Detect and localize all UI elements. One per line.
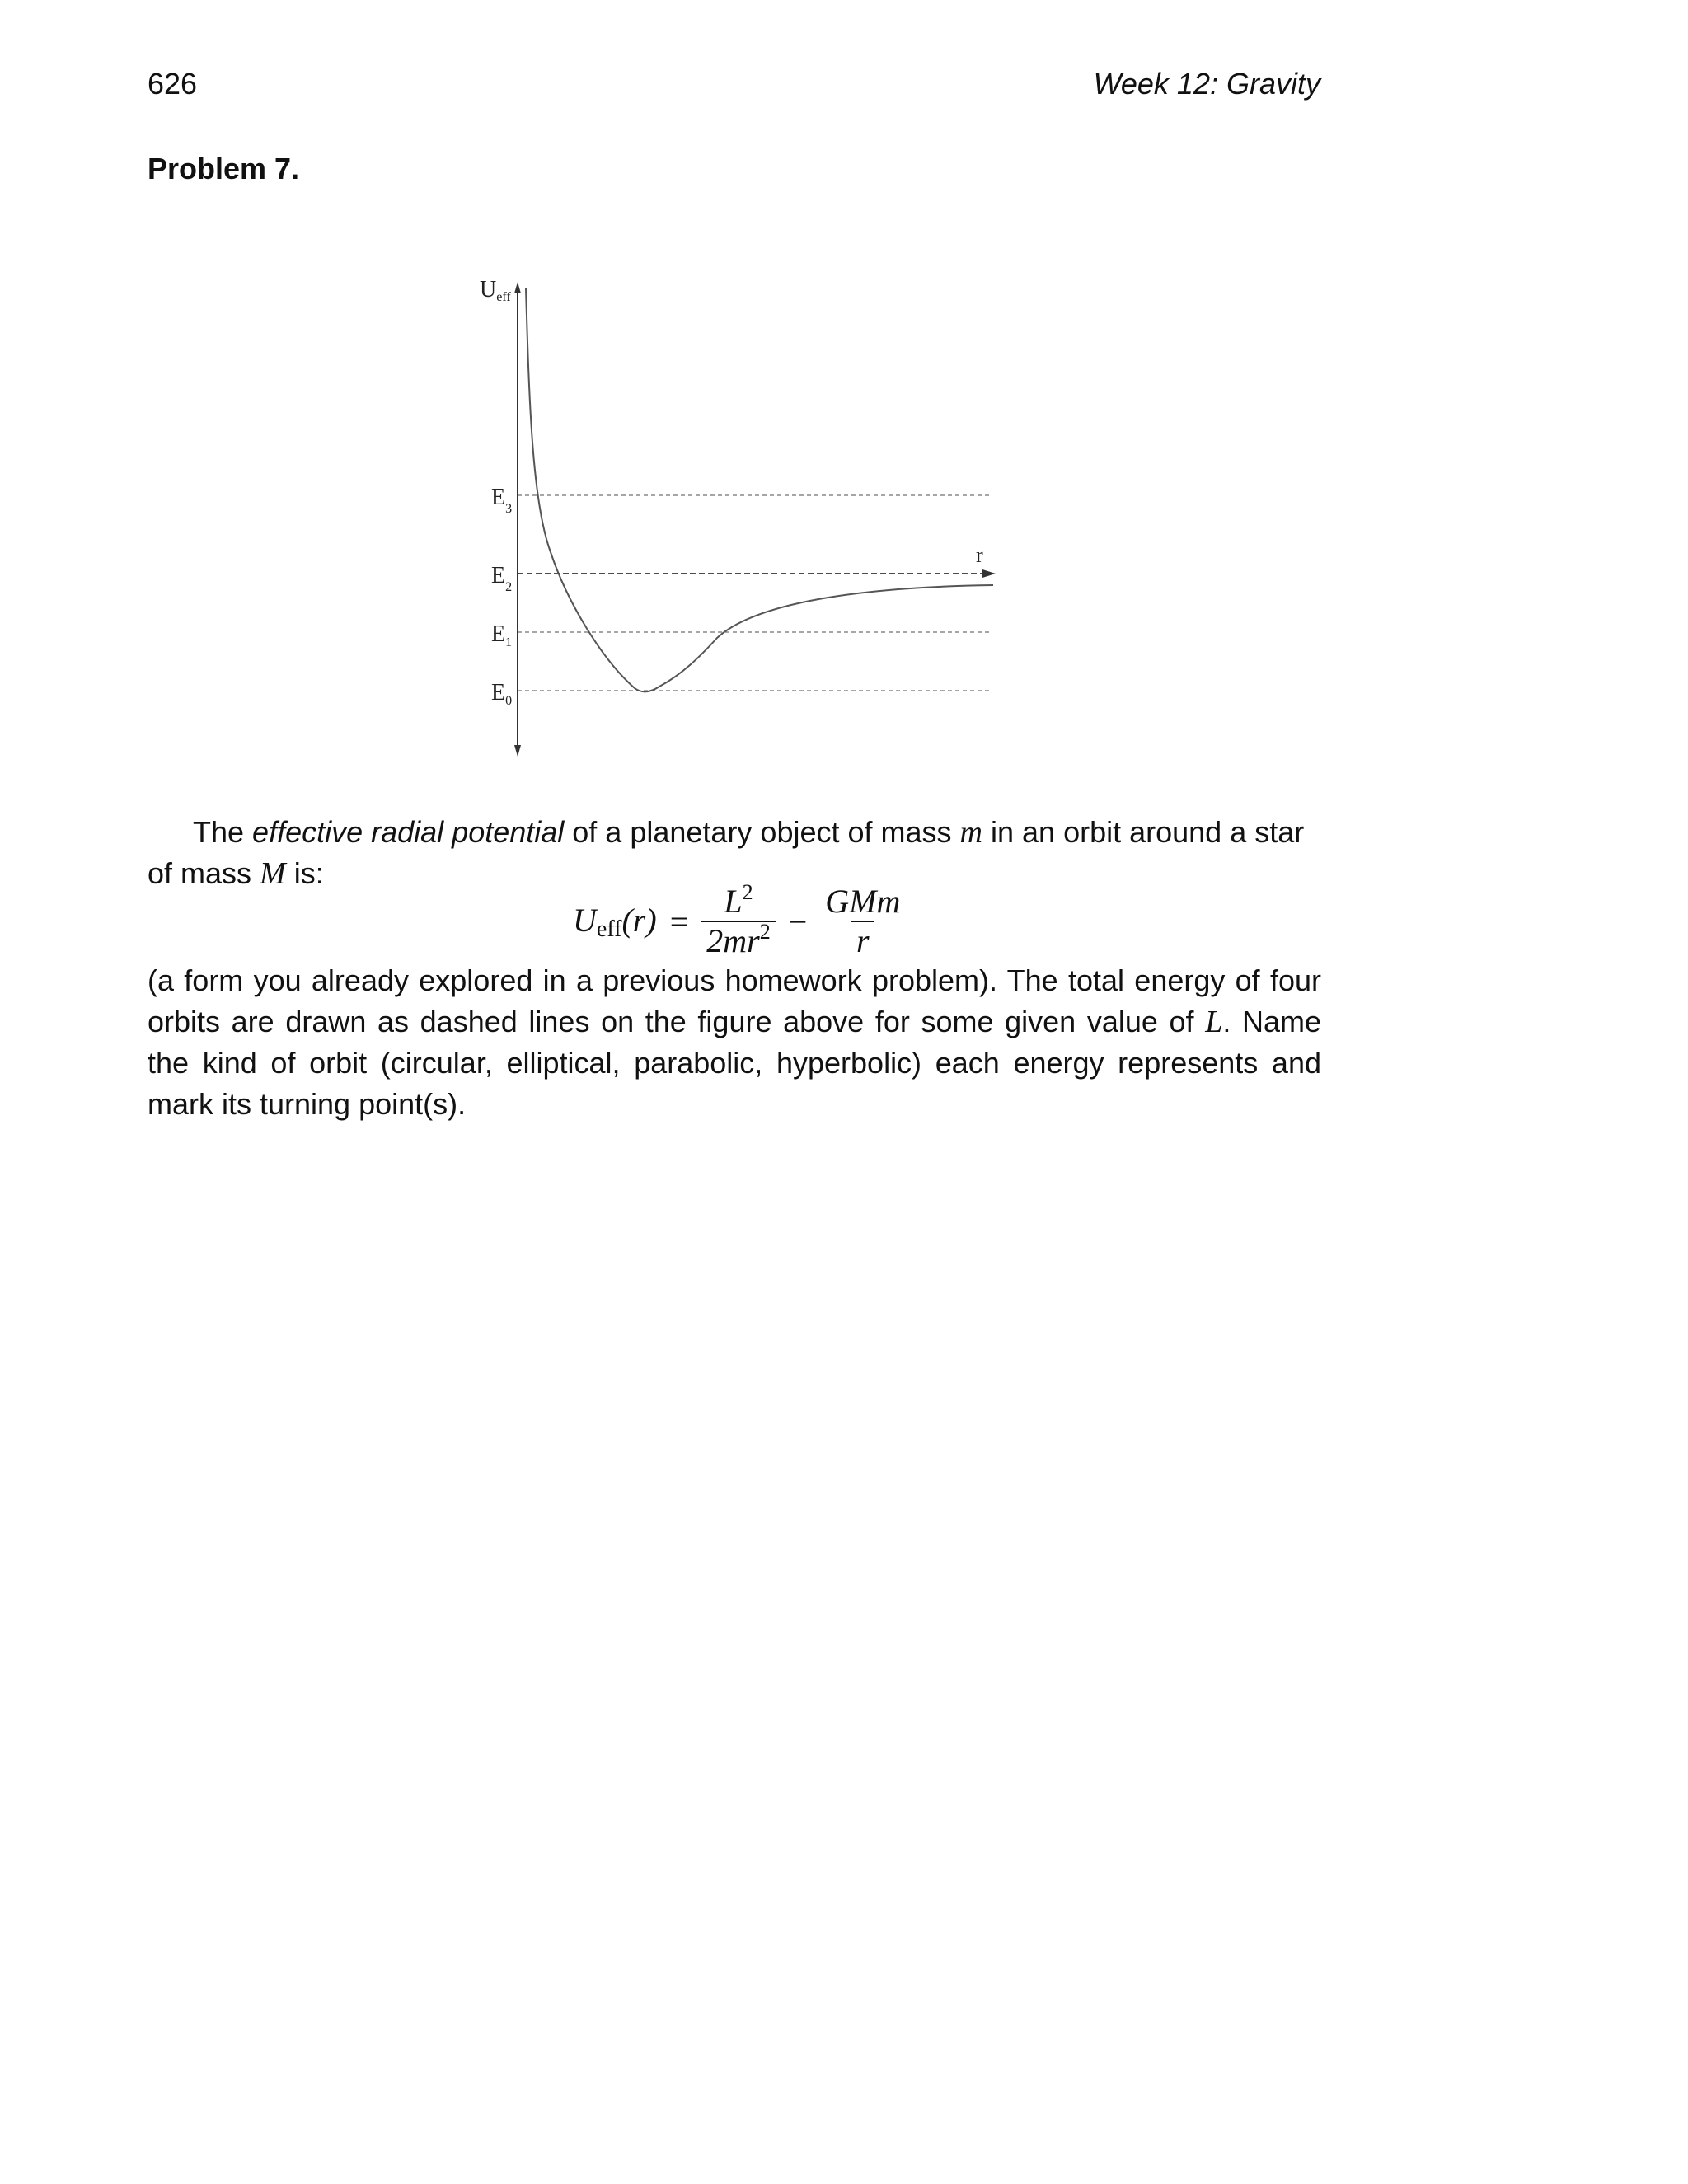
x-axis-label: r (976, 543, 983, 567)
fraction-kinetic: $\frac{L^2}{2mr^2}$ (701, 883, 775, 960)
var-L: L (1205, 1005, 1223, 1039)
fraction-gravity: $\frac{\text{GMm}}{r}$ (825, 883, 901, 959)
problem-title: Problem 7. (148, 152, 300, 185)
y-axis-label-sub: eff (496, 290, 511, 304)
x-axis-arrow (982, 569, 996, 578)
var-M: M (260, 856, 286, 891)
level-label-e1: $E_1$ (491, 621, 513, 649)
level-label-e0: $E_0$ (491, 680, 513, 708)
level-label-e2: $E_2$ (491, 563, 513, 594)
equals-sign: = (669, 902, 689, 940)
problem-intro-paragraph: The effective radial potential of a planetary object of mass m in an orbit around a star of mass M is: (148, 815, 1305, 891)
y-axis-label (480, 277, 511, 304)
var-m: m (959, 815, 982, 850)
running-header: Week 12: Gravity (1093, 67, 1320, 101)
equation-lhs: $U_{eff}(r)$ (573, 901, 657, 942)
y-axis-arrow-up (514, 282, 521, 293)
level-label-e3: $E_3$ (491, 485, 513, 516)
potential-curve (526, 288, 993, 691)
y-axis-arrow-down (514, 745, 521, 757)
y-axis-label-main: U (480, 277, 497, 302)
problem-question-paragraph: (a form you already explored in a previous homework problem). The total energy of four orbits are drawn as dashed lines on the figure above for some given value of L. Name the kind of orbit (circular, elliptical, parabolic, hyperbolic) each energy represents and mark its turning point(s). (148, 963, 1321, 1121)
page-number: 626 (148, 67, 198, 101)
emphasis-term: effective radial potential (252, 815, 565, 849)
effective-potential-figure (462, 272, 1006, 766)
effective-potential-equation (573, 880, 905, 963)
minus-sign: − (788, 902, 808, 940)
